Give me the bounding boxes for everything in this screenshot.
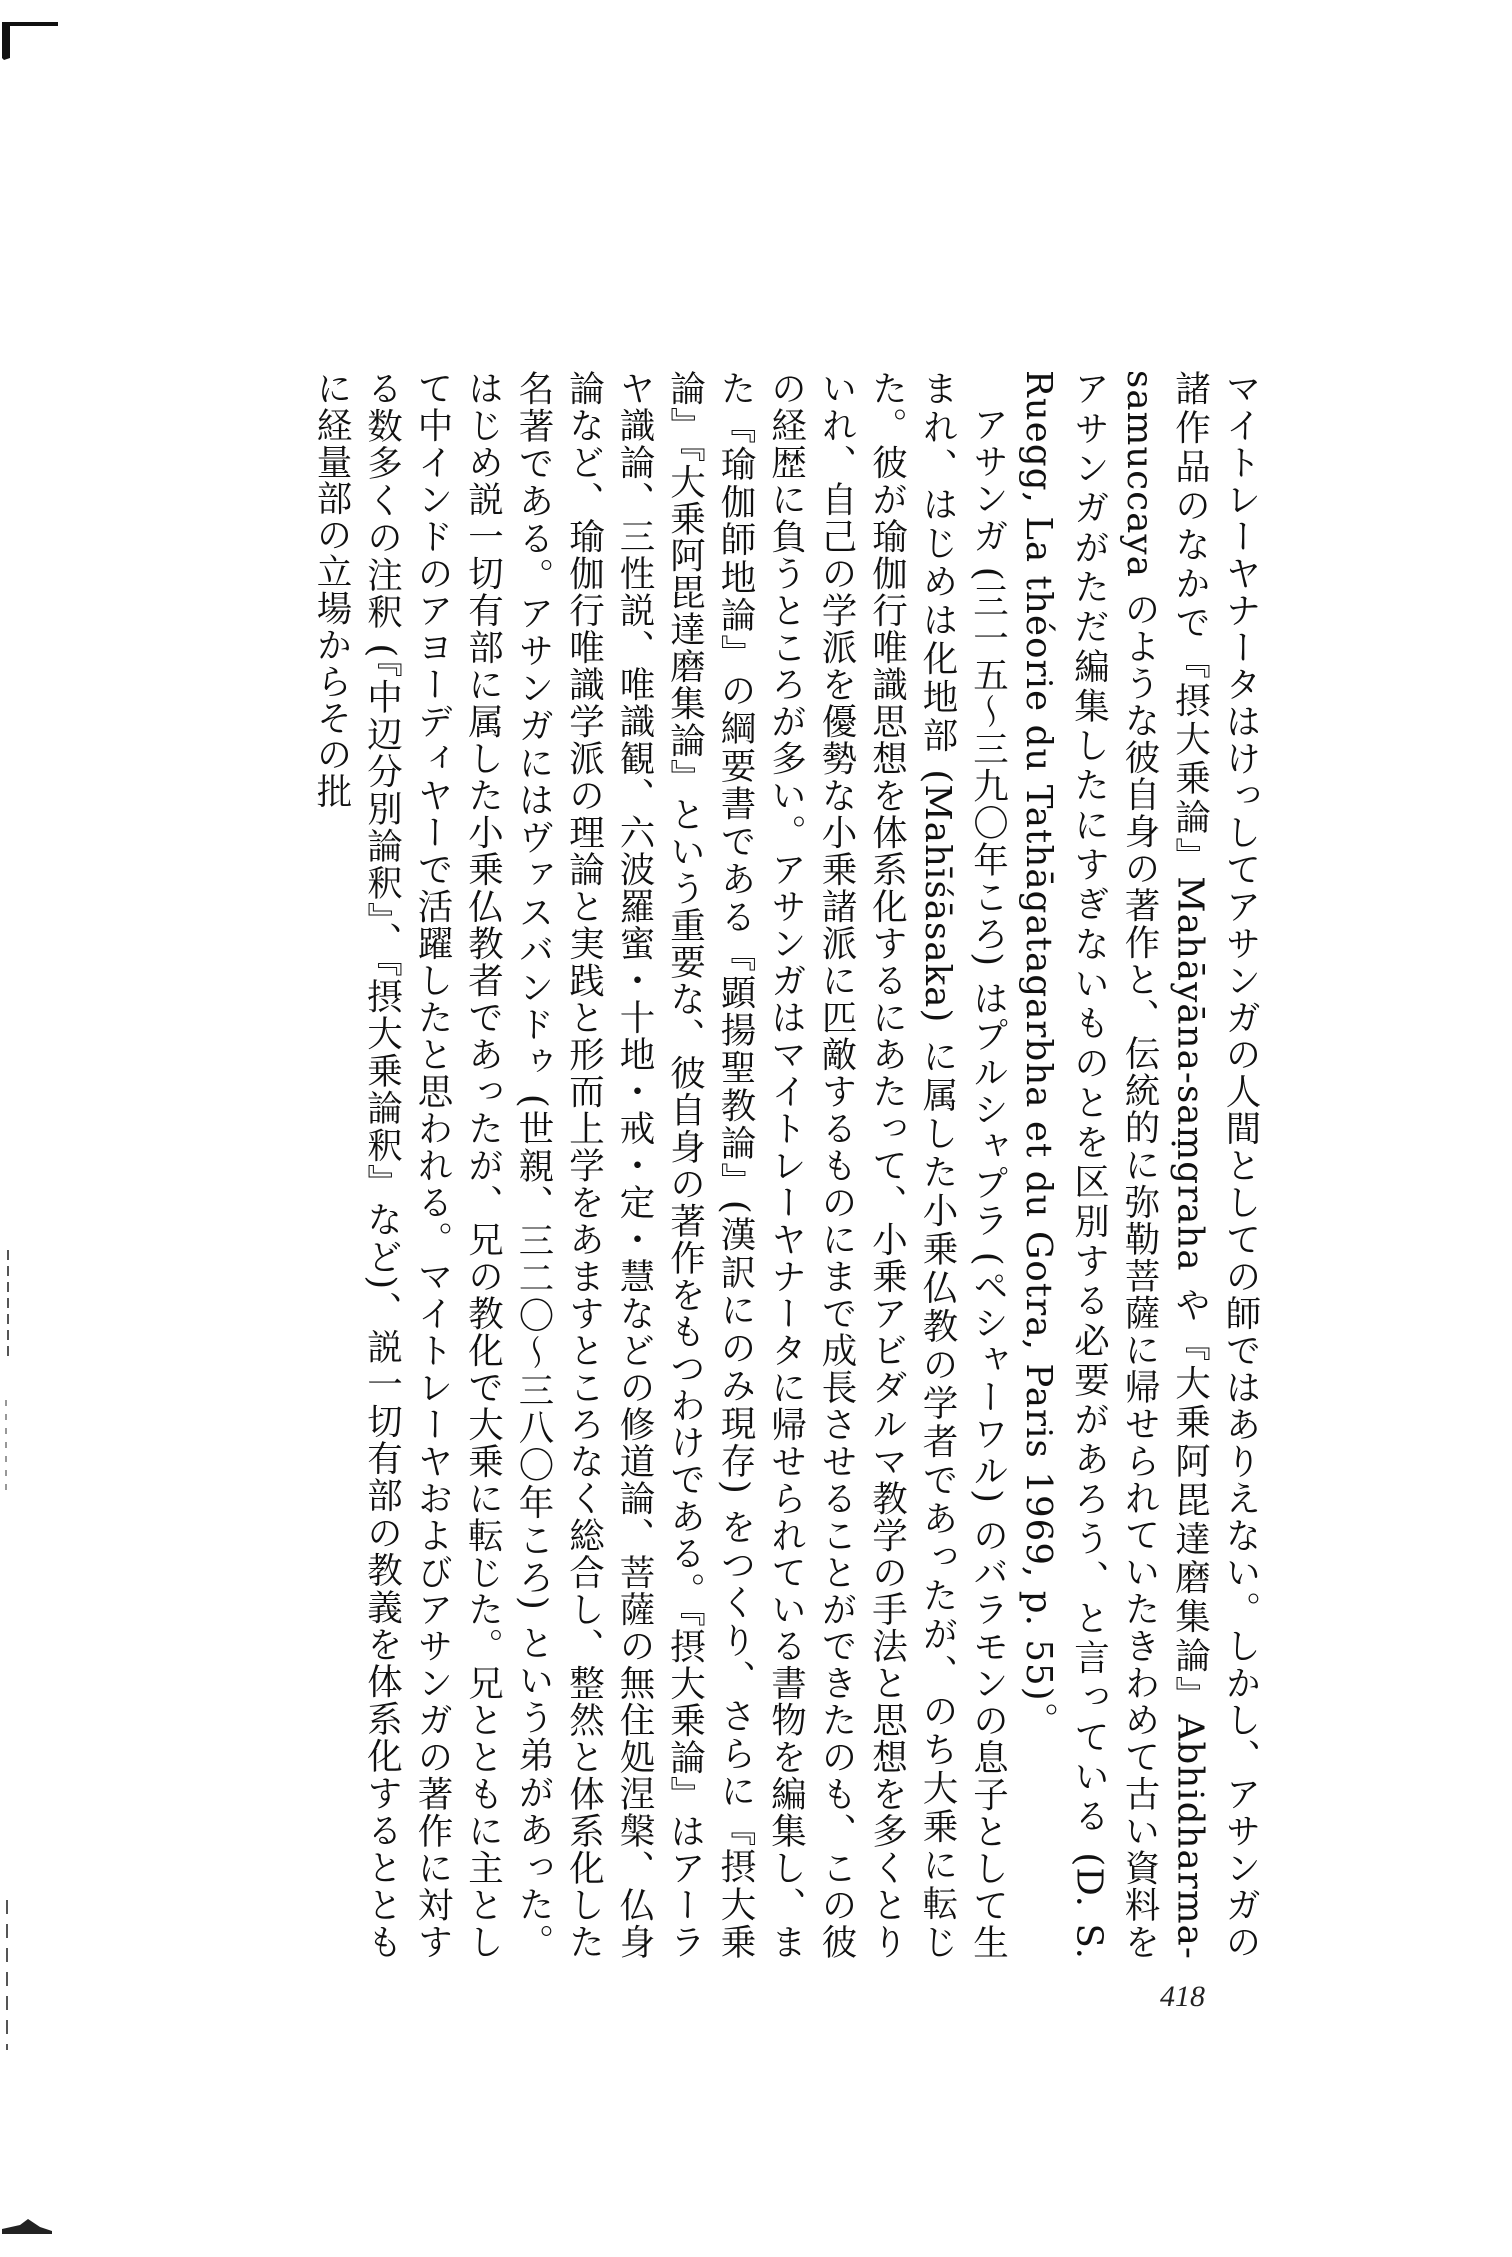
vertical-body-text: [205, 370, 1265, 1960]
scan-corner-mark: [0, 18, 60, 78]
scan-edge-mark: [0, 1250, 60, 1370]
paragraph: マイトレーヤナータはけっしてアサンガの人間としての師ではありえない。しかし、アサンガの諸作品のなかで『摂大乗論』Mahāyāna-saṃgraha や『大乗阿毘達磨集論』Abhidharma-samuccaya のような彼自身の著作と、伝統的に弥勒菩薩に帰せられていたきわめて古い資料をアサンガがただ編集したにすぎないものとを区別する必要があろう、と言っている (D. S. Ruegg, La théorie du Tathāgatagarbha et du Gotra, Paris 1969, p. 55)。: [1018, 370, 1261, 1960]
page-number: 418: [1160, 1980, 1205, 2013]
scan-bottom-mark: [0, 2213, 55, 2237]
scan-edge-mark: [0, 1400, 60, 1500]
scan-edge-mark: [0, 1900, 60, 2060]
paragraph: アサンガ (三一五〜三九〇年ころ) はプルシャプラ (ペシャーワル) のバラモンの息子として生まれ、はじめは化地部 (Mahīśāsaka) に属した小乗仏教の学者であったが、のち大乗に転じた。彼が瑜伽行唯識思想を体系化するにあたって、小乗アビダルマ教学の手法と思想を多くとりいれ、自己の学派を優勢な小乗諸派に匹敵するものにまで成長させることができたのも、この彼の経歴に負うところが多い。アサンガはマイトレーヤナータに帰せられている書物を編集し、また『瑜伽師地論』の綱要書である『顕揚聖教論』(漢訳にのみ現存) をつくり、さらに『摂大乗論』『大乗阿毘達磨集論』という重要な、彼自身の著作をもつわけである。『摂大乗論』はアーラヤ識論、三性説、唯識観、六波羅蜜・十地・戒・定・慧などの修道論、菩薩の無住処涅槃、仏身論など、瑜伽行唯識学派の理論と実践と形而上学をあますところなく総合し、整然と体系化した名著である。アサンガにはヴァスバンドゥ (世親、三二〇〜三八〇年ころ) という弟があった。はじめ説一切有部に属した小乗仏教者であったが、兄の教化で大乗に転じた。兄とともに主として中インドのアヨーディヤーで活躍したと思われる。マイトレーヤおよびアサンガの著作に対する数多くの注釈 (『中辺分別論釈』、『摂大乗論釈』など)、説一切有部の教義を体系化するとともに経量部の立場からその批: [311, 370, 1009, 1960]
